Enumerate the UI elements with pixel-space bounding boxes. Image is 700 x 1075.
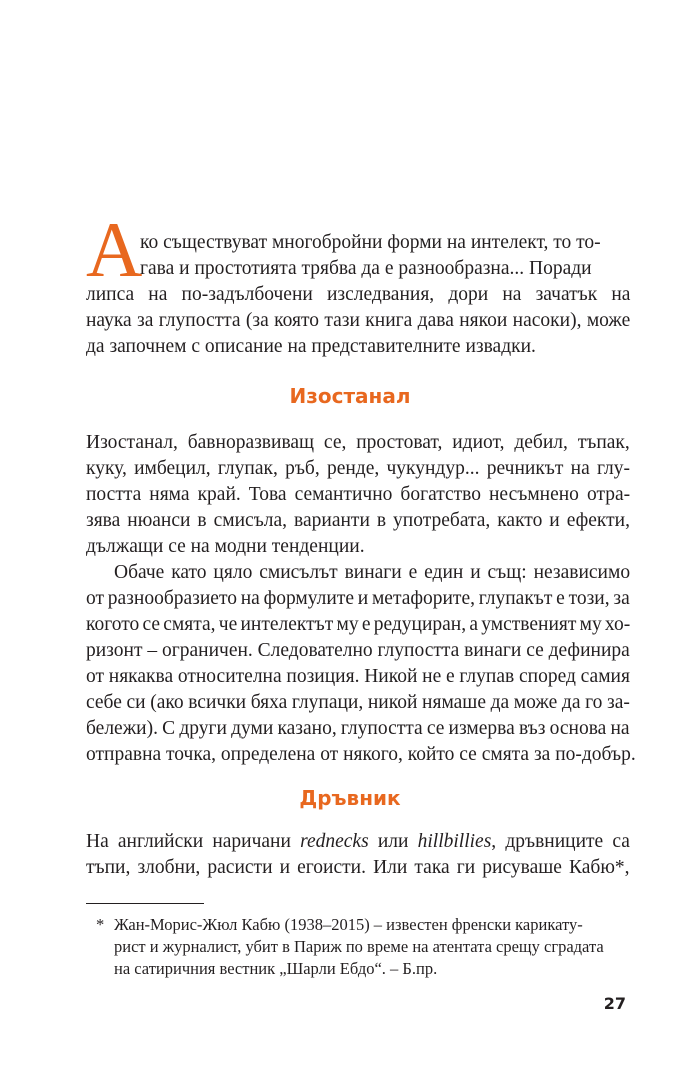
intro-line: ко съществуват многобройни форми на интелект, то то- bbox=[140, 232, 601, 253]
body-line: бележи). С други думи казано, глупостта се измерва въз основа на bbox=[86, 718, 630, 739]
body-line: зява нюанси в смисъла, варианти в употребата, както и ефекти, bbox=[86, 510, 630, 531]
section-heading-izostanal: Изостанал bbox=[289, 384, 411, 408]
body-line-mixed bbox=[86, 829, 630, 855]
intro-line: наука за глупостта (за която тази книга дава някои насоки), може bbox=[86, 310, 631, 331]
body-line: от някаква относителна позиция. Никой не е глупав според самия bbox=[86, 666, 630, 687]
body-line: отправна точка, определена от някого, който се смята за по-добър. bbox=[86, 744, 636, 765]
footnote-line: Жан-Морис-Жюл Кабю (1938–2015) – известен френски карикату- bbox=[114, 915, 583, 934]
section-heading-dravnik: Дръвник bbox=[299, 786, 401, 810]
body-line: ризонт – ограничен. Следователно глупостта винаги се дефинира bbox=[86, 640, 630, 661]
intro-line: да започнем с описание на представителните извадки. bbox=[86, 336, 536, 357]
body-line: когото се смята, че интелектът му е редуциран, а умственият му хо- bbox=[86, 614, 631, 635]
intro-line: гава и простотията трябва да е разнообразна... Поради bbox=[140, 258, 592, 279]
footnote-line: на сатиричния вестник „Шарли Ебдо“. – Б.пр. bbox=[114, 959, 438, 978]
body-line: тъпи, злобни, расисти и егоисти. Или така ги рисуваше Кабю*, bbox=[86, 857, 630, 878]
italic-term: rednecks bbox=[300, 831, 369, 852]
body-line: Изостанал, бавноразвиващ се, простоват, идиот, дебил, тъпак, bbox=[86, 432, 630, 453]
body-text: или bbox=[368, 831, 418, 852]
footnote-marker: * bbox=[96, 915, 105, 934]
page-number: 27 bbox=[603, 994, 626, 1013]
body-line: от разнообразието на формулите и метафорите, глупакът е този, за bbox=[86, 588, 630, 609]
body-line: постта няма край. Това семантично богатство несъмнено отра- bbox=[86, 484, 631, 505]
italic-term: hillbillies bbox=[417, 831, 492, 852]
body-text: На английски наричани bbox=[86, 831, 301, 852]
body-text: , дръвниците са bbox=[491, 831, 630, 852]
body-line: Обаче като цяло смисълът винаги е един и същ: независимо bbox=[114, 562, 631, 583]
body-line: дължащи се на модни тенденции. bbox=[86, 536, 365, 557]
body-line: куку, имбецил, глупак, ръб, ренде, чукундур... речникът на глу- bbox=[86, 458, 630, 479]
footnote-line: рист и журналист, убит в Париж по време на атентата срещу сградата bbox=[114, 937, 604, 956]
footnote-divider bbox=[86, 903, 204, 904]
intro-line: липса на по-задълбочени изследвания, дори на зачатък на bbox=[86, 284, 631, 305]
body-line: себе си (ако всички бяха глупаци, никой нямаше да може да го за- bbox=[86, 692, 630, 713]
drop-cap-letter: А bbox=[86, 206, 143, 293]
